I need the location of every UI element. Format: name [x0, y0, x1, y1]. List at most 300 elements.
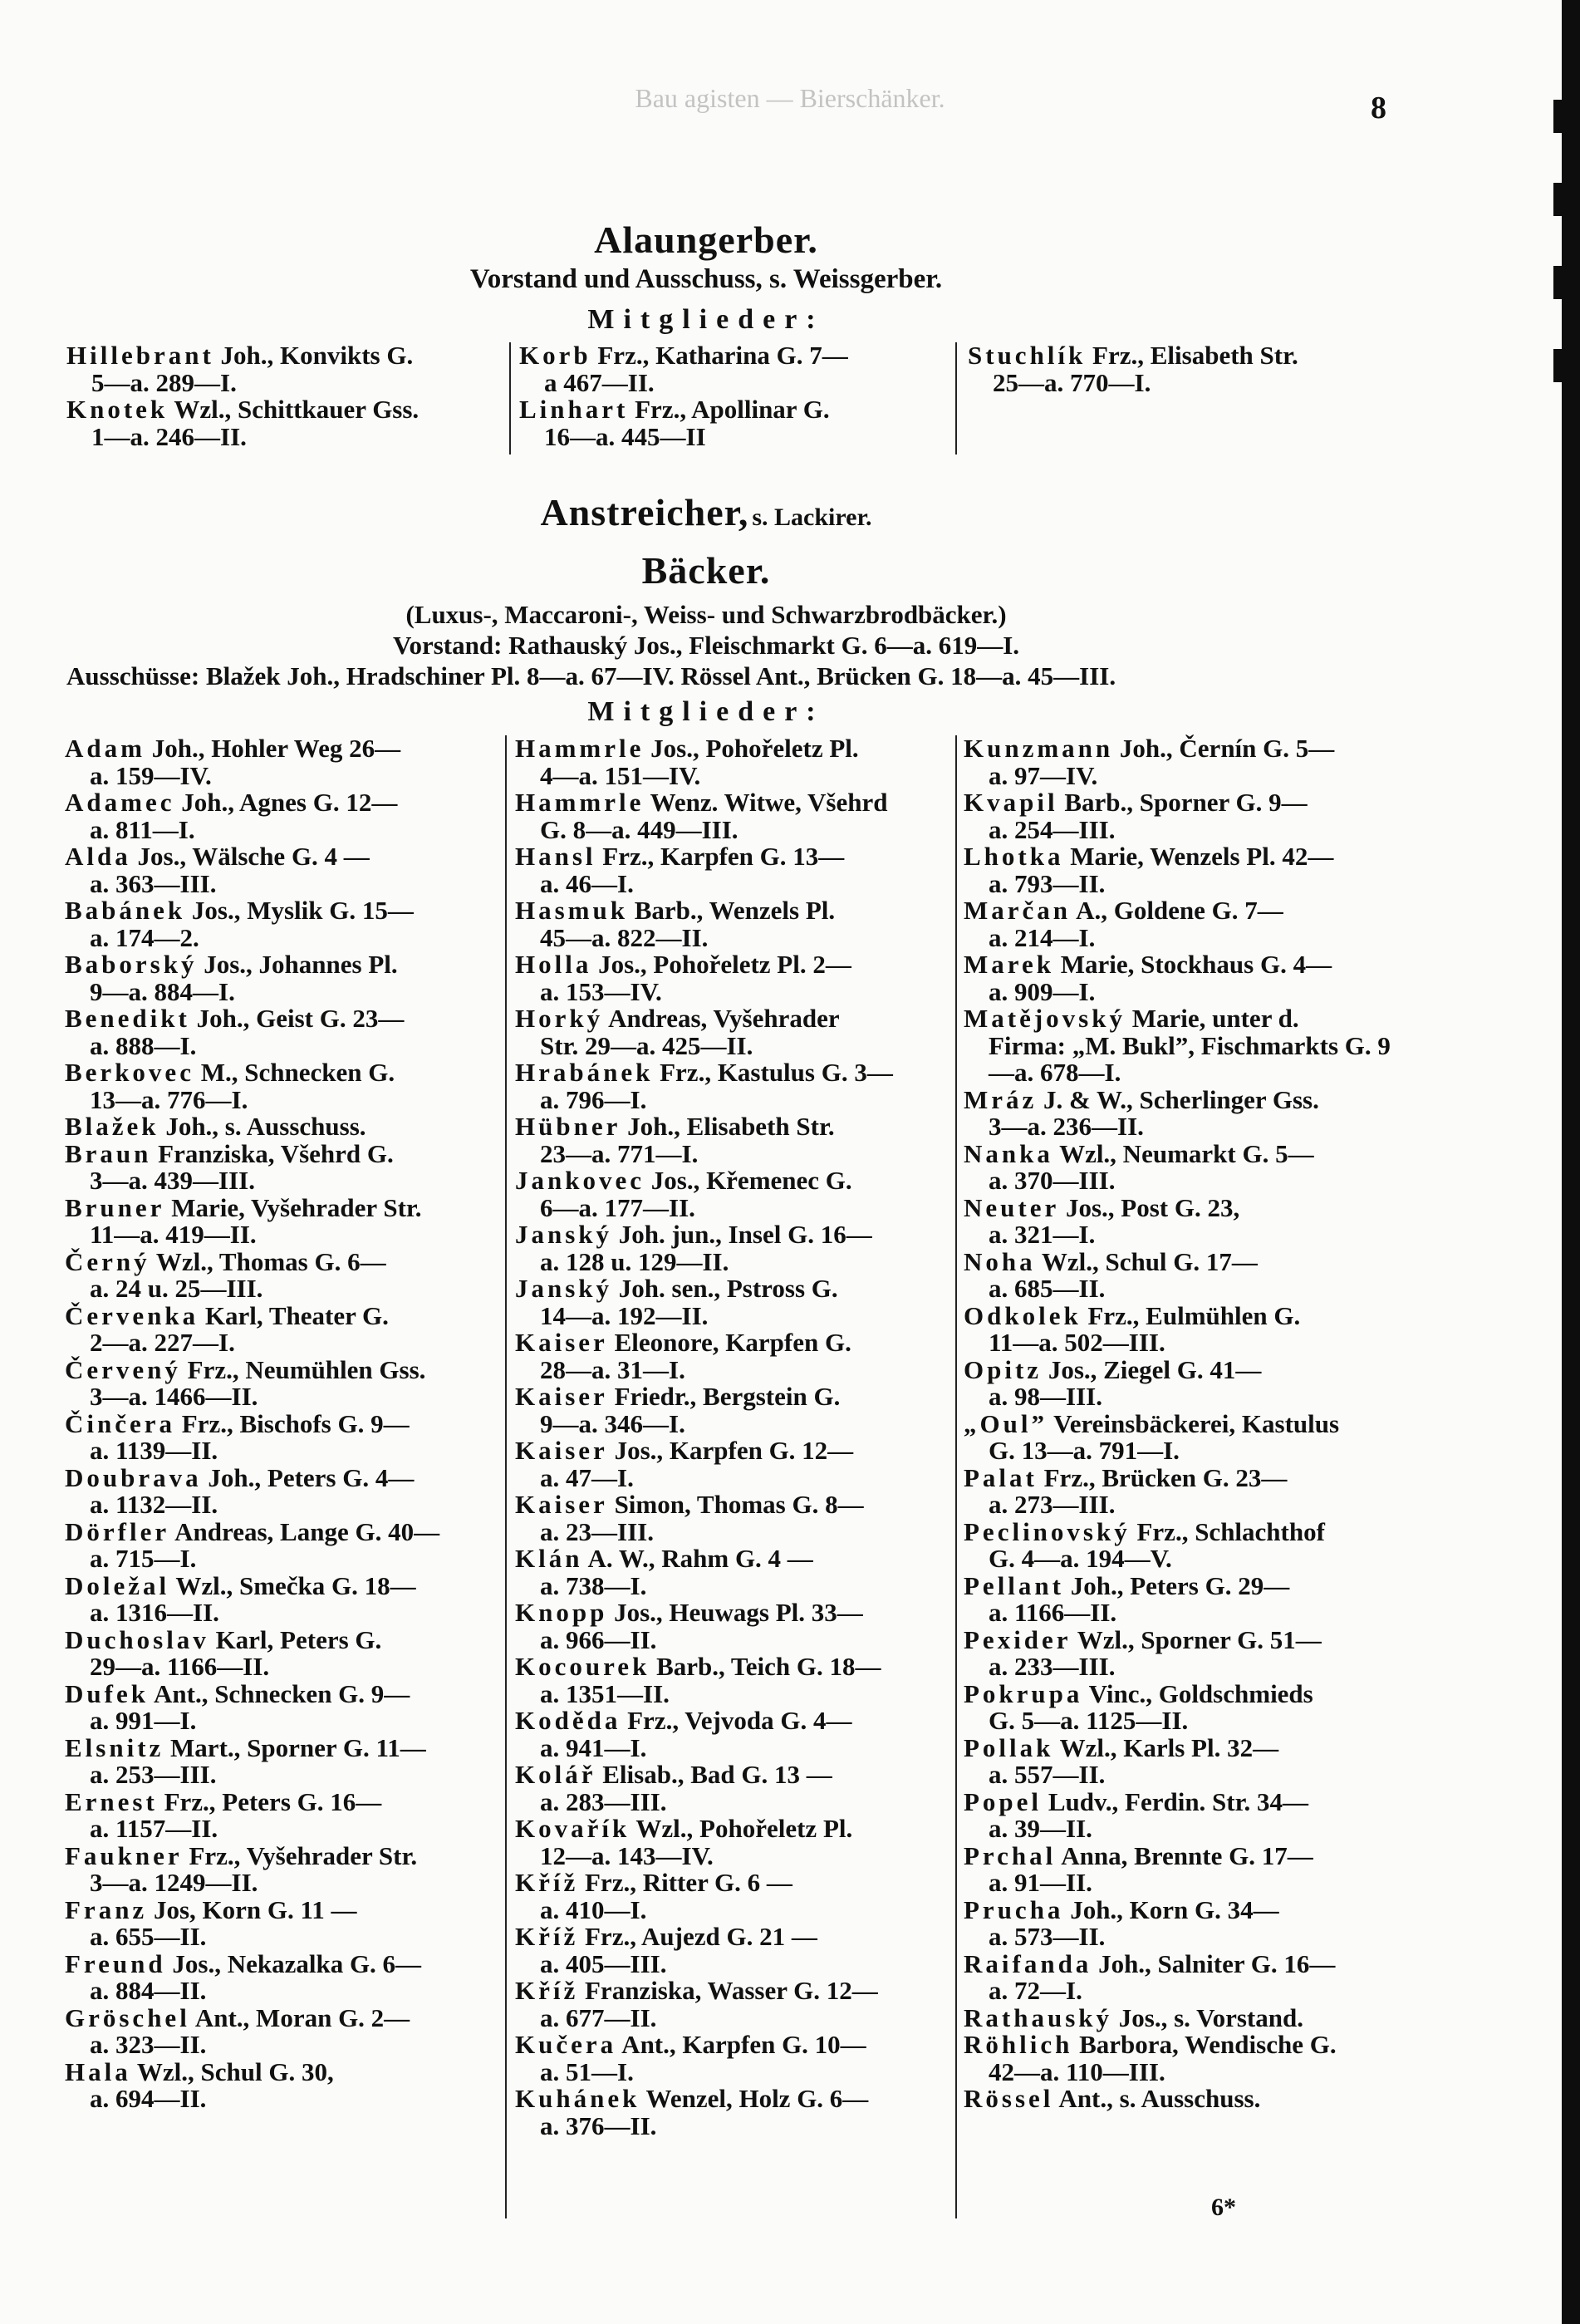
entry-details: Jos, Korn G. 11 — — [147, 1894, 357, 1924]
directory-entry — [515, 951, 955, 979]
entry-surname: Horký — [515, 1004, 604, 1033]
entry-details: Wzl., Thomas G. 6— — [150, 1246, 386, 1276]
directory-entry — [519, 396, 951, 424]
entry-details: Simon, Thomas G. 8— — [607, 1490, 864, 1519]
entry-details: Frz., Vyšehrader Str. — [182, 1840, 418, 1870]
entry-address-continuation: a. 46—I. — [540, 868, 634, 898]
entry-surname: Opitz — [964, 1354, 1043, 1384]
entry-address-continuation: a. 1351—II. — [540, 1678, 670, 1708]
section-title-alaungerber: Alaungerber. — [594, 219, 818, 261]
entry-surname: Baborský — [65, 950, 198, 979]
entry-details: Jos., Křemenec G. — [645, 1166, 852, 1195]
entry-details: Frz., Brücken G. 23— — [1037, 1462, 1288, 1492]
entry-details: Wzl., Neumarkt G. 5— — [1053, 1138, 1314, 1168]
baecker-ausschuesse: Ausschüsse: Blažek Joh., Hradschiner Pl. 8—a. 67—IV. Rössel Ant., Brücken G. 18—a. 45—III. — [66, 661, 1116, 690]
directory-entry — [515, 1059, 955, 1087]
baecker-column-1 — [65, 735, 505, 2113]
directory-entry — [964, 897, 1412, 925]
directory-entry — [515, 735, 955, 763]
entry-details: Frz., Apollinar G. — [628, 395, 830, 424]
entry-details: Ludv., Ferdin. Str. 34— — [1042, 1786, 1309, 1816]
entry-details: Ant., Schnecken G. 9— — [148, 1678, 410, 1708]
entry-details: Frz., Neumühlen Gss. — [180, 1354, 426, 1384]
entry-address-continuation: a. 1132—II. — [90, 1490, 218, 1519]
entry-surname: Hillebrant — [66, 341, 214, 370]
entry-address-continuation: a. 97—IV. — [989, 760, 1098, 790]
entry-details: Joh. sen., Pstross G. — [612, 1274, 838, 1303]
entry-details: Frz., Elisabeth Str. — [1086, 341, 1298, 370]
directory-entry — [964, 1354, 1412, 1384]
entry-details: Marie, Stockhaus G. 4— — [1053, 950, 1332, 979]
entry-details: Wenzel, Holz G. 6— — [640, 2084, 869, 2113]
entry-address-continuation: a. 694—II. — [90, 2084, 207, 2113]
entry-surname: Jankovec — [515, 1166, 645, 1195]
entry-surname: Kříž — [515, 1868, 579, 1897]
entry-surname: Kolář — [515, 1760, 596, 1789]
entry-surname: Černý — [65, 1246, 150, 1276]
entry-surname: Odkolek — [964, 1300, 1082, 1330]
scan-edge — [1562, 0, 1580, 2324]
entry-surname: Kovařík — [515, 1814, 631, 1843]
running-head: Bau agisten — Bierschänker. — [635, 83, 945, 113]
entry-address-continuation: a. 51—I. — [540, 2056, 634, 2086]
entry-address-continuation: a. 888—I. — [90, 1030, 197, 1060]
entry-surname: Adamec — [65, 788, 175, 817]
entry-surname: „Oul” — [964, 1408, 1048, 1438]
entry-surname: Kvapil — [964, 788, 1058, 817]
entry-details: Marie, Vyšehrader Str. — [164, 1192, 422, 1222]
entry-details: A. W., Rahm G. 4 — — [582, 1544, 813, 1573]
entry-details: Friedr., Bergstein G. — [607, 1382, 841, 1411]
entry-address-continuation: 11—a. 502—III. — [989, 1328, 1165, 1357]
entry-details: Barb., Wenzels Pl. — [627, 896, 836, 925]
directory-entry — [65, 789, 505, 817]
entry-surname: Linhart — [519, 395, 629, 424]
entry-surname: Gröschel — [65, 2002, 190, 2032]
directory-entry — [964, 1192, 1412, 1222]
entry-surname: Červenka — [65, 1300, 199, 1330]
directory-entry — [515, 1113, 955, 1141]
anstreicher-suffix: s. Lackirer. — [752, 504, 872, 531]
entry-address-continuation: a. 23—III. — [540, 1516, 654, 1546]
entry-surname: Elsnitz — [65, 1732, 164, 1762]
entry-surname: Freund — [65, 1948, 166, 1978]
entry-surname: Raifanda — [964, 1948, 1092, 1978]
entry-address-continuation: 14—a. 192—II. — [540, 1300, 709, 1330]
entry-details: Barb., Teich G. 18— — [650, 1652, 881, 1681]
entry-details: Andreas, Vyšehrader — [603, 1004, 840, 1033]
entry-surname: Blažek — [65, 1112, 159, 1141]
entry-surname: Braun — [65, 1138, 152, 1168]
entry-surname: Kuhánek — [515, 2084, 640, 2113]
baecker-vorstand: Vorstand: Rathauský Jos., Fleischmarkt G. 6—a. 619—I. — [392, 631, 1020, 660]
directory-entry — [515, 1275, 955, 1303]
entry-details: Frz., Ritter G. 6 — — [578, 1868, 792, 1897]
entry-surname: Palat — [964, 1462, 1038, 1492]
entry-address-continuation: G. 13—a. 791—I. — [989, 1436, 1180, 1465]
entry-details: Wzl., Schul G. 17— — [1035, 1246, 1258, 1276]
entry-address-continuation: a. 254—III. — [989, 814, 1116, 844]
entry-address-continuation: 23—a. 771—I. — [540, 1138, 699, 1168]
entry-surname: Knopp — [515, 1598, 608, 1627]
entry-surname: Peclinovský — [964, 1516, 1131, 1546]
directory-entry — [65, 1894, 505, 1924]
directory-entry — [515, 1924, 955, 1951]
directory-entry — [964, 1894, 1412, 1924]
entry-surname: Dörfler — [65, 1516, 170, 1546]
entry-details: Barbora, Wendische G. — [1072, 2030, 1337, 2059]
directory-entry — [964, 1786, 1412, 1816]
entry-address-continuation: a. 214—I. — [989, 922, 1096, 952]
directory-entry — [515, 1599, 955, 1627]
entry-details: M., Schnecken G. — [194, 1058, 395, 1087]
column-divider — [955, 342, 957, 454]
entry-surname: Bruner — [65, 1192, 165, 1222]
directory-entry — [65, 1354, 505, 1384]
entry-details: Vereinsbäckerei, Kastulus — [1047, 1408, 1340, 1438]
entry-details: Elisab., Bad G. 13 — — [596, 1760, 832, 1789]
entry-surname: Klán — [515, 1544, 583, 1573]
entry-surname: Hasmuk — [515, 896, 628, 925]
entry-address-continuation: a. 321—I. — [989, 1220, 1096, 1249]
entry-details: Jos., Wälsche G. 4 — — [130, 842, 370, 871]
entry-address-continuation: Str. 29—a. 425—II. — [540, 1030, 753, 1060]
directory-entry — [964, 2032, 1412, 2059]
entry-surname: Dufek — [65, 1678, 149, 1708]
entry-surname: Kaiser — [515, 1328, 608, 1357]
entry-address-continuation: a. 323—II. — [90, 2030, 207, 2059]
directory-entry — [65, 1948, 505, 1978]
entry-address-continuation: 42—a. 110—III. — [989, 2056, 1165, 2086]
entry-address-continuation: a. 941—I. — [540, 1732, 647, 1762]
directory-entry — [964, 1246, 1412, 1276]
entry-address-continuation: a. 685—II. — [989, 1274, 1106, 1303]
entry-details: Ant., Moran G. 2— — [189, 2002, 410, 2032]
directory-entry — [515, 1978, 955, 2005]
entry-details: Wzl., Schittkauer Gss. — [168, 395, 420, 424]
entry-details: Wzl., Smečka G. 18— — [169, 1570, 416, 1600]
anstreicher-heading — [0, 490, 1412, 534]
directory-entry — [964, 1624, 1412, 1654]
directory-entry — [66, 396, 507, 424]
entry-details: Frz., Karpfen G. 13— — [596, 842, 845, 871]
directory-entry — [964, 1948, 1412, 1978]
directory-entry — [964, 951, 1412, 979]
entry-details: Joh., Korn G. 34— — [1063, 1894, 1279, 1924]
column-divider — [955, 735, 957, 2218]
entry-details: Joh., Agnes G. 12— — [174, 788, 398, 817]
entry-surname: Hammrle — [515, 788, 645, 817]
directory-entry — [964, 2086, 1412, 2113]
directory-entry — [968, 342, 1416, 370]
entry-address-continuation: a. 376—II. — [540, 2110, 657, 2140]
directory-entry — [515, 843, 955, 871]
entry-surname: Pellant — [964, 1570, 1064, 1600]
entry-details: Frz., Aujezd G. 21 — — [578, 1922, 817, 1951]
entry-address-continuation: a. 1166—II. — [989, 1598, 1117, 1627]
entry-address-continuation: a. 370—III. — [989, 1166, 1116, 1195]
directory-entry — [65, 1840, 505, 1870]
entry-surname: Pokrupa — [964, 1678, 1083, 1708]
entry-surname: Kunzmann — [964, 734, 1114, 763]
entry-details: Frz., Kastulus G. 3— — [653, 1058, 893, 1087]
entry-surname: Röhlich — [964, 2030, 1073, 2059]
entry-details: Wzl., Pohořeletz Pl. — [630, 1814, 853, 1843]
entry-details: Frz., Eulmühlen G. — [1081, 1300, 1301, 1330]
entry-address-continuation: 13—a. 776—I. — [90, 1084, 248, 1114]
directory-entry — [964, 2002, 1412, 2032]
entry-surname: Berkovec — [65, 1058, 194, 1087]
entry-surname: Rathauský — [964, 2002, 1112, 2032]
directory-entry — [964, 843, 1412, 871]
entry-address-continuation: a. 153—IV. — [540, 976, 662, 1006]
entry-details: Joh., Geist G. 23— — [189, 1004, 405, 1033]
entry-surname: Rössel — [964, 2084, 1054, 2113]
directory-entry — [65, 951, 505, 979]
entry-details: Andreas, Lange G. 40— — [169, 1516, 440, 1546]
entry-surname: Matějovský — [964, 1004, 1126, 1033]
entry-details: A., Goldene G. 7— — [1071, 896, 1283, 925]
directory-entry — [964, 1005, 1412, 1033]
entry-address-continuation: a. 1139—II. — [90, 1436, 218, 1465]
entry-address-continuation: a 467—II. — [544, 367, 655, 397]
directory-entry — [515, 1761, 955, 1789]
entry-details: Anna, Brennte G. 17— — [1056, 1840, 1313, 1870]
directory-entry — [65, 1516, 505, 1546]
directory-entry — [515, 1815, 955, 1843]
directory-entry — [515, 1491, 955, 1519]
entry-address-continuation: 25—a. 770—I. — [993, 367, 1151, 397]
directory-entry — [964, 1408, 1412, 1438]
entry-surname: Kříž — [515, 1922, 579, 1951]
entry-address-continuation: a. 363—III. — [90, 868, 217, 898]
entry-surname: Kříž — [515, 1976, 579, 2005]
entry-surname: Prchal — [964, 1840, 1057, 1870]
entry-details: Jos., s. Vorstand. — [1112, 2002, 1303, 2032]
directory-entry — [65, 1624, 505, 1654]
alaungerber-column-1 — [66, 342, 507, 450]
entry-details: Frz., Katharina G. 7— — [591, 341, 848, 370]
entry-details: Jos., Post G. 23, — [1059, 1192, 1240, 1222]
directory-entry — [65, 1005, 505, 1033]
entry-details: Joh., s. Ausschuss. — [159, 1112, 366, 1141]
directory-entry — [65, 1462, 505, 1492]
entry-address-continuation: a. 91—II. — [989, 1868, 1092, 1897]
alaungerber-members-heading: Mitglieder: — [587, 304, 825, 335]
entry-surname: Kaiser — [515, 1490, 608, 1519]
entry-surname: Hammrle — [515, 734, 645, 763]
entry-address-continuation: a. 991—I. — [90, 1706, 197, 1735]
entry-details: Karl, Theater G. — [199, 1300, 389, 1330]
entry-address-continuation: 5—a. 289—I. — [91, 367, 237, 397]
entry-details: Jos., Pohořeletz Pl. — [644, 734, 859, 763]
entry-details: Wzl., Schul G. 30, — [130, 2056, 334, 2086]
baecker-members-heading: Mitglieder: — [587, 696, 825, 727]
entry-address-continuation: 28—a. 31—I. — [540, 1354, 685, 1384]
entry-surname: Koděda — [515, 1706, 621, 1735]
entry-address-continuation: G. 4—a. 194—V. — [989, 1544, 1172, 1573]
entry-details: Jos., Ziegel G. 41— — [1042, 1354, 1262, 1384]
footer-mark: 6* — [1211, 2194, 1236, 2221]
entry-surname: Ernest — [65, 1786, 158, 1816]
entry-surname: Marek — [964, 950, 1054, 979]
entry-surname: Činčera — [65, 1408, 176, 1438]
directory-entry — [515, 1221, 955, 1249]
entry-details: Franziska, Všehrd G. — [151, 1138, 394, 1168]
entry-surname: Marčan — [964, 896, 1072, 925]
entry-address-continuation: a. 233—III. — [989, 1652, 1116, 1681]
directory-entry — [964, 1840, 1412, 1870]
directory-entry — [65, 1678, 505, 1708]
entry-surname: Doubrava — [65, 1462, 202, 1492]
directory-entry — [515, 789, 955, 817]
directory-entry — [65, 2002, 505, 2032]
entry-address-continuation: 3—a. 439—III. — [90, 1166, 255, 1195]
entry-address-continuation: a. 811—I. — [90, 814, 195, 844]
entry-details: Joh., Konvikts G. — [213, 341, 414, 370]
entry-details: Frz., Vejvoda G. 4— — [621, 1706, 852, 1735]
directory-entry — [515, 1545, 955, 1573]
entry-surname: Holla — [515, 950, 592, 979]
directory-entry — [65, 735, 505, 763]
entry-address-continuation: a. 47—I. — [540, 1462, 634, 1492]
directory-entry — [515, 2032, 955, 2059]
entry-surname: Pollak — [964, 1732, 1054, 1762]
entry-details: Joh. jun., Insel G. 16— — [612, 1220, 872, 1249]
directory-entry — [65, 1246, 505, 1276]
entry-address-continuation: 9—a. 346—I. — [540, 1408, 685, 1438]
entry-details: Joh., Černín G. 5— — [1113, 734, 1335, 763]
directory-entry — [515, 897, 955, 925]
directory-entry — [65, 843, 505, 871]
directory-entry — [65, 1192, 505, 1222]
entry-details: J. & W., Scherlinger Gss. — [1037, 1084, 1319, 1114]
entry-surname: Kaiser — [515, 1382, 608, 1411]
directory-entry — [65, 1786, 505, 1816]
entry-address-continuation: a. 738—I. — [540, 1570, 647, 1600]
entry-surname: Hübner — [515, 1112, 621, 1141]
directory-entry — [519, 342, 951, 370]
entry-address-continuation: 3—a. 1466—II. — [90, 1382, 258, 1411]
entry-details: Wzl., Sporner G. 51— — [1071, 1624, 1322, 1654]
entry-surname: Janský — [515, 1274, 613, 1303]
entry-address-continuation: a. 1157—II. — [90, 1814, 218, 1843]
entry-details: Jos., Karpfen G. 12— — [607, 1436, 854, 1465]
directory-entry — [65, 2056, 505, 2086]
entry-surname: Benedikt — [65, 1004, 190, 1033]
entry-details: Marie, unter d. — [1125, 1004, 1299, 1033]
entry-address-continuation: 6—a. 177—II. — [540, 1192, 695, 1222]
entry-address-continuation: 3—a. 1249—II. — [90, 1868, 258, 1897]
entry-address-continuation: 45—a. 822—II. — [540, 922, 709, 952]
entry-address-continuation: a. 966—II. — [540, 1624, 657, 1654]
entry-surname: Lhotka — [964, 842, 1064, 871]
section-title-baecker: Bäcker. — [641, 549, 771, 592]
entry-surname: Alda — [65, 842, 131, 871]
directory-entry — [66, 342, 507, 370]
entry-address-continuation: a. 573—II. — [989, 1922, 1106, 1951]
entry-surname: Franz — [65, 1894, 148, 1924]
directory-entry — [964, 1084, 1412, 1114]
entry-details: Eleonore, Karpfen G. — [607, 1328, 851, 1357]
directory-entry — [65, 1408, 505, 1438]
directory-entry — [515, 1707, 955, 1735]
entry-surname: Hansl — [515, 842, 596, 871]
entry-surname: Hrabánek — [515, 1058, 654, 1087]
entry-address-continuation: 3—a. 236—II. — [989, 1112, 1144, 1141]
entry-surname: Kaiser — [515, 1436, 608, 1465]
alaungerber-note: Vorstand und Ausschuss, s. Weissgerber. — [469, 264, 943, 294]
entry-address-continuation: a. 884—II. — [90, 1976, 207, 2005]
entry-address-continuation: a. 283—III. — [540, 1786, 667, 1816]
entry-address-continuation: 29—a. 1166—II. — [90, 1652, 270, 1681]
entry-details: Karl, Peters G. — [209, 1624, 382, 1654]
directory-entry — [515, 1329, 955, 1357]
entry-address-continuation: 11—a. 419—II. — [90, 1220, 257, 1249]
baecker-column-2 — [515, 735, 955, 2140]
entry-address-continuation: a. 410—I. — [540, 1894, 647, 1924]
directory-entry — [964, 1732, 1412, 1762]
entry-address-continuation: 12—a. 143—IV. — [540, 1840, 714, 1870]
entry-surname: Neuter — [964, 1192, 1060, 1222]
entry-address-continuation: a. 655—II. — [90, 1922, 207, 1951]
entry-address-continuation: a. 159—IV. — [90, 760, 212, 790]
entry-address-continuation: Firma: „M. Bukl”, Fischmarkts G. 9—a. 678—I. — [989, 1030, 1391, 1087]
entry-address-continuation: a. 39—II. — [989, 1814, 1092, 1843]
directory-entry — [65, 1113, 505, 1141]
entry-address-continuation: 4—a. 151—IV. — [540, 760, 701, 790]
directory-entry — [964, 1678, 1412, 1708]
directory-entry — [964, 735, 1412, 763]
directory-entry — [964, 1300, 1412, 1330]
directory-entry — [65, 897, 505, 925]
entry-address-continuation: 2—a. 227—I. — [90, 1328, 235, 1357]
entry-details: Joh., Hohler Weg 26— — [145, 734, 401, 763]
entry-details: Ant., s. Ausschuss. — [1053, 2084, 1261, 2113]
entry-address-continuation: a. 793—II. — [989, 868, 1106, 898]
directory-entry — [964, 1138, 1412, 1168]
entry-surname: Adam — [65, 734, 145, 763]
entry-details: Frz., Peters G. 16— — [157, 1786, 382, 1816]
entry-surname: Knotek — [66, 395, 169, 424]
entry-address-continuation: G. 8—a. 449—III. — [540, 814, 738, 844]
entry-details: Vinc., Goldschmieds — [1082, 1678, 1313, 1708]
entry-address-continuation: 16—a. 445—II — [544, 421, 706, 451]
column-divider — [505, 735, 507, 2218]
entry-address-continuation: a. 796—I. — [540, 1084, 647, 1114]
directory-entry — [964, 789, 1412, 817]
entry-details: Wenz. Witwe, Všehrd — [644, 788, 888, 817]
entry-surname: Janský — [515, 1220, 613, 1249]
directory-entry — [515, 1437, 955, 1465]
entry-details: Frz., Schlachthof — [1130, 1516, 1325, 1546]
page-number: 8 — [1371, 91, 1386, 125]
entry-address-continuation: a. 557—II. — [989, 1760, 1106, 1789]
entry-address-continuation: 1—a. 246—II. — [91, 421, 247, 451]
entry-address-continuation: 9—a. 884—I. — [90, 976, 235, 1006]
entry-details: Joh., Salniter G. 16— — [1092, 1948, 1336, 1978]
directory-entry — [515, 1005, 955, 1033]
entry-address-continuation: a. 253—III. — [90, 1760, 217, 1789]
entry-address-continuation: a. 128 u. 129—II. — [540, 1246, 729, 1276]
entry-details: Joh., Peters G. 4— — [201, 1462, 415, 1492]
entry-surname: Hala — [65, 2056, 131, 2086]
directory-entry — [515, 1870, 955, 1897]
entry-surname: Mráz — [964, 1084, 1038, 1114]
entry-surname: Kučera — [515, 2030, 617, 2059]
directory-entry — [964, 1462, 1412, 1492]
directory-entry — [65, 1300, 505, 1330]
